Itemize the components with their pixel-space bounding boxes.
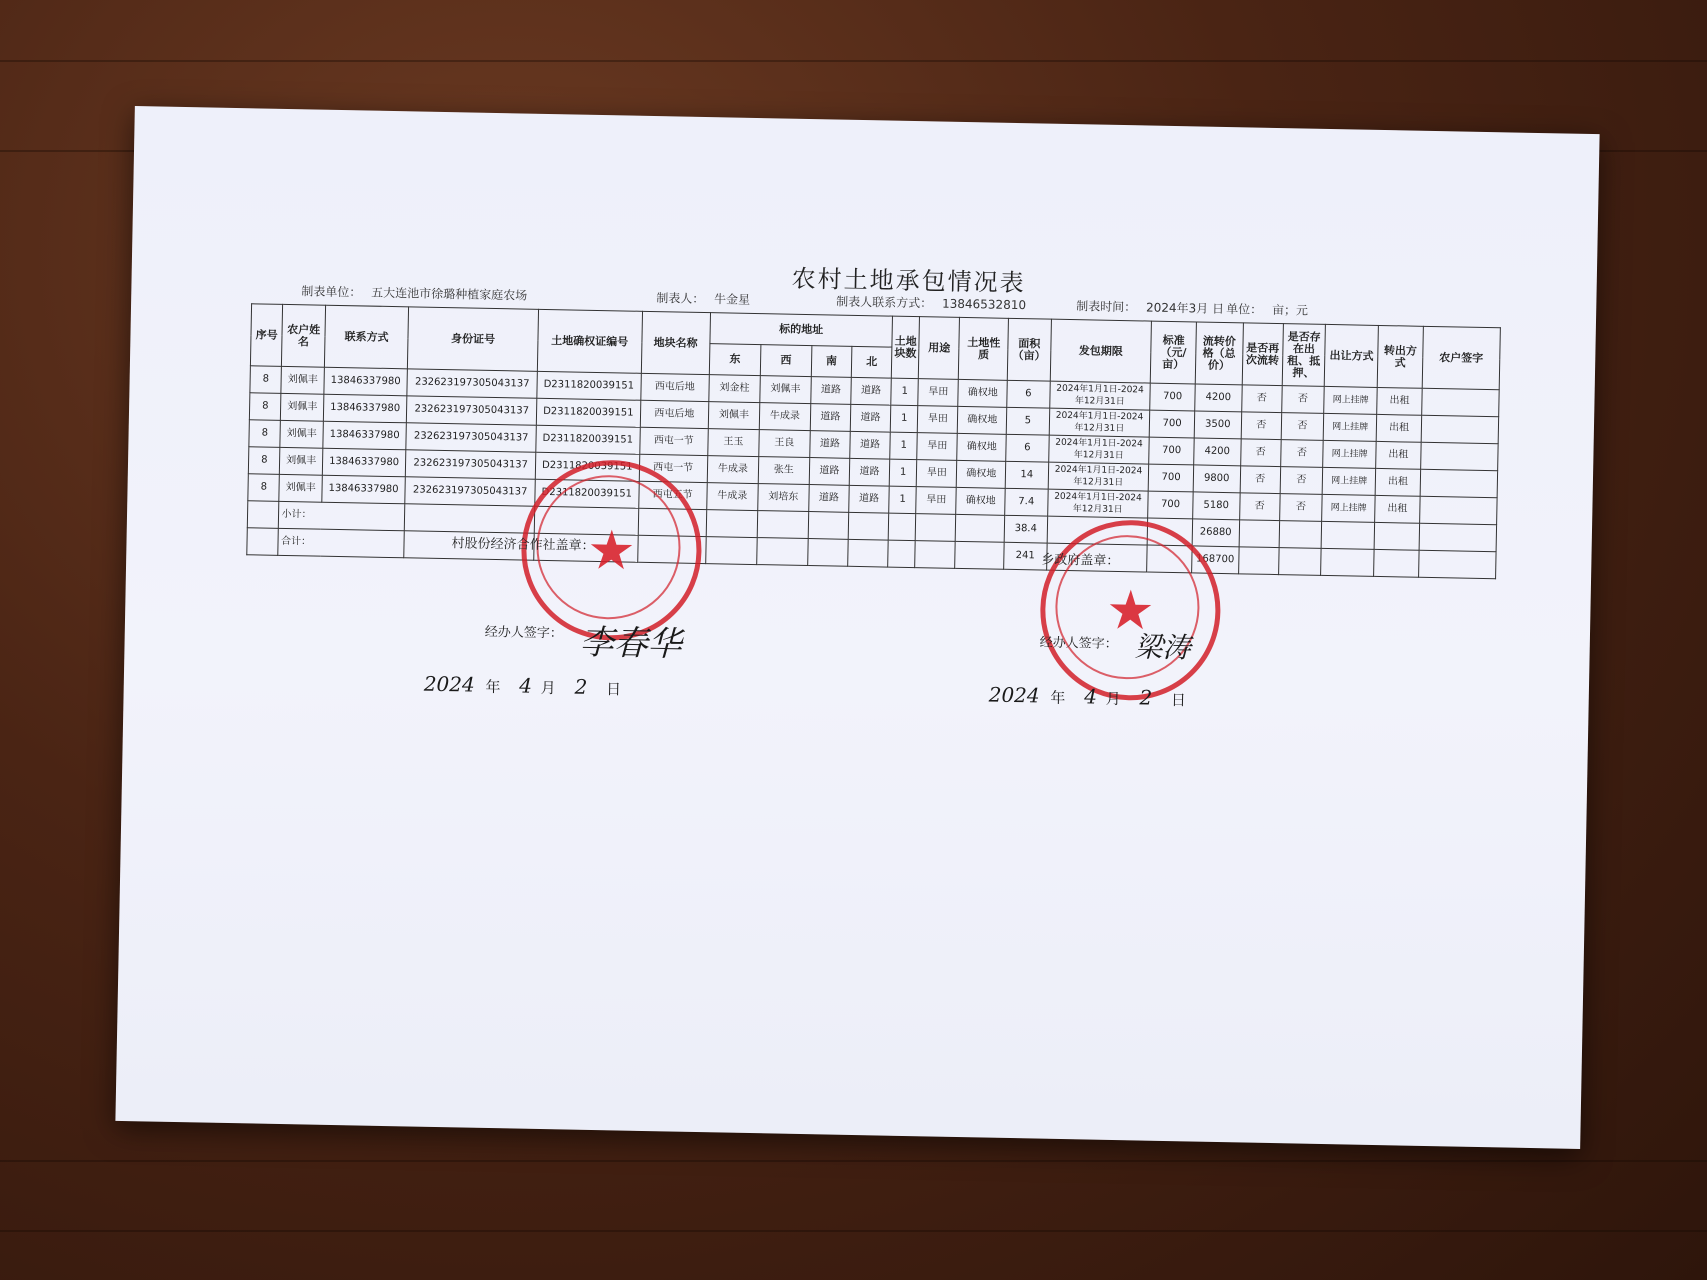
cell-period: 2024年1月1日-2024年12月31日 bbox=[1048, 435, 1149, 464]
table-cell bbox=[808, 512, 849, 540]
header-use: 用途 bbox=[919, 317, 960, 380]
cell-period: 2024年1月1日-2024年12月31日 bbox=[1047, 489, 1148, 518]
town-seal-label: 乡政府盖章： bbox=[1041, 552, 1120, 570]
cell-out: 出租 bbox=[1375, 468, 1420, 496]
measure-value: 亩；元 bbox=[1271, 302, 1309, 318]
cell-mortgage: 否 bbox=[1279, 494, 1322, 522]
table-cell bbox=[1321, 548, 1375, 576]
cell-price: 3500 bbox=[1194, 411, 1241, 439]
cell-name: 刘佩丰 bbox=[281, 366, 324, 394]
document-sheet bbox=[115, 106, 1599, 1149]
header-plot: 地块名称 bbox=[641, 311, 711, 374]
coop-seal-label: 村股份经济合作社盖章： bbox=[451, 536, 595, 554]
cell-sign bbox=[1421, 415, 1499, 443]
cell-out: 出租 bbox=[1375, 495, 1420, 523]
cell-count: 1 bbox=[889, 459, 917, 487]
maker-value: 牛金星 bbox=[713, 292, 751, 307]
cell-reflow: 否 bbox=[1239, 493, 1280, 521]
cell-reflow: 否 bbox=[1241, 412, 1282, 440]
header-mortgage: 是否存在出租、抵押、 bbox=[1282, 324, 1325, 387]
cell-nature: 确权地 bbox=[958, 379, 1007, 407]
cell-cert: D2311820039151 bbox=[537, 371, 641, 400]
header-method: 出让方式 bbox=[1324, 324, 1378, 387]
table-body bbox=[248, 366, 1499, 525]
cell-seq: 8 bbox=[250, 366, 282, 394]
header-south: 南 bbox=[811, 346, 852, 378]
cell-plot: 西屯一节 bbox=[639, 427, 708, 455]
header-name: 农户姓名 bbox=[282, 304, 325, 367]
cell-out: 出租 bbox=[1376, 441, 1421, 469]
header-period: 发包期限 bbox=[1050, 319, 1152, 383]
day-char: 日 bbox=[1170, 691, 1187, 710]
cell-area: 6 bbox=[1007, 380, 1050, 408]
cell-out: 出租 bbox=[1377, 387, 1422, 415]
cell-east: 王玉 bbox=[708, 429, 759, 457]
table-cell bbox=[1238, 547, 1279, 575]
contact-line bbox=[836, 293, 1032, 314]
cell-cert: D2311820039151 bbox=[536, 398, 640, 427]
seal-star-icon: ★ bbox=[1105, 578, 1156, 643]
cell-use: 旱田 bbox=[918, 379, 959, 407]
header-id: 身份证号 bbox=[408, 307, 539, 371]
cell-method: 网上挂牌 bbox=[1322, 467, 1376, 495]
cell-phone: 13846337980 bbox=[323, 421, 407, 450]
cell-nature: 确权地 bbox=[957, 433, 1006, 461]
cell-use: 旱田 bbox=[917, 406, 958, 434]
cell-reflow: 否 bbox=[1240, 466, 1281, 494]
date-value: 2024年3月 日 bbox=[1145, 300, 1225, 316]
cell-mortgage: 否 bbox=[1282, 386, 1325, 414]
total-area: 241 bbox=[1004, 542, 1047, 570]
cell-sign bbox=[1420, 442, 1498, 470]
left-date-day: 2 bbox=[574, 674, 588, 699]
agent-label-left: 经办人签字： bbox=[484, 624, 563, 642]
cell-name: 刘佩丰 bbox=[280, 447, 323, 475]
header-count: 土地块数 bbox=[891, 316, 919, 379]
unit-value: 五大连池市徐璐种植家庭农场 bbox=[371, 285, 528, 303]
cell-count: 1 bbox=[889, 486, 917, 514]
cell-method: 网上挂牌 bbox=[1323, 440, 1377, 468]
cell-south: 道路 bbox=[810, 404, 851, 432]
cell-period: 2024年1月1日-2024年12月31日 bbox=[1048, 462, 1149, 491]
subtotal-label: 小计： bbox=[279, 501, 405, 530]
cell-price: 4200 bbox=[1194, 438, 1241, 466]
table-cell bbox=[848, 539, 889, 567]
cell-name: 刘佩丰 bbox=[281, 393, 324, 421]
header-sign: 农户签字 bbox=[1422, 326, 1500, 389]
table-cell bbox=[1278, 548, 1321, 576]
cell-area: 6 bbox=[1006, 434, 1049, 462]
cell-east: 牛成录 bbox=[707, 456, 758, 484]
right-signature: 梁涛 bbox=[1134, 630, 1192, 665]
cell-name: 刘佩丰 bbox=[279, 474, 322, 502]
cell-north: 道路 bbox=[851, 377, 892, 405]
maker-label: 制表人： bbox=[656, 291, 705, 306]
cell-seq: 8 bbox=[249, 420, 281, 448]
cell-seq: 8 bbox=[248, 474, 280, 502]
left-date-month: 4 bbox=[519, 673, 533, 698]
cell-id: 232623197305043137 bbox=[406, 450, 536, 479]
date-line bbox=[1076, 297, 1230, 317]
month-char: 月 bbox=[540, 678, 556, 698]
table-cell bbox=[888, 540, 916, 568]
total-price: 168700 bbox=[1191, 546, 1238, 574]
cell-period: 2024年1月1日-2024年12月31日 bbox=[1049, 408, 1150, 437]
header-std: 标准（元/亩） bbox=[1151, 321, 1197, 384]
cell-south: 道路 bbox=[809, 458, 850, 486]
table-cell bbox=[405, 504, 535, 533]
document-title: 农村土地承包情况表 bbox=[791, 264, 1026, 298]
year-char: 年 bbox=[485, 677, 501, 697]
cell-count: 1 bbox=[891, 378, 919, 406]
table-cell bbox=[1374, 522, 1419, 550]
cell-method: 网上挂牌 bbox=[1324, 386, 1378, 414]
cell-phone: 13846337980 bbox=[323, 394, 407, 423]
day-char: 日 bbox=[605, 680, 622, 699]
cell-std: 700 bbox=[1148, 491, 1193, 519]
cell-west: 刘佩丰 bbox=[760, 376, 811, 404]
cell-nature: 确权地 bbox=[958, 406, 1007, 434]
header-boundary: 标的地址 bbox=[710, 313, 893, 347]
cell-seq: 8 bbox=[248, 447, 280, 475]
cell-sign bbox=[1421, 388, 1499, 416]
header-east: 东 bbox=[709, 344, 761, 376]
total-label: 合计： bbox=[278, 528, 404, 557]
cell-out: 出租 bbox=[1376, 414, 1421, 442]
cell-price: 5180 bbox=[1193, 492, 1240, 520]
cell-phone: 13846337980 bbox=[322, 448, 406, 477]
left-date-year: 2024 bbox=[423, 671, 475, 697]
cell-east: 牛成录 bbox=[707, 483, 758, 511]
cell-mortgage: 否 bbox=[1281, 413, 1324, 441]
header-phone: 联系方式 bbox=[324, 305, 409, 369]
cell-name: 刘佩丰 bbox=[280, 420, 323, 448]
table-cell bbox=[757, 538, 808, 566]
cell-std: 700 bbox=[1149, 464, 1194, 492]
header-price: 流转价格（总价） bbox=[1195, 322, 1243, 385]
header-cert: 土地确权证编号 bbox=[537, 309, 642, 373]
table-cell bbox=[1279, 521, 1322, 549]
cell-area: 7.4 bbox=[1005, 488, 1048, 516]
cell-north: 道路 bbox=[850, 404, 891, 432]
table-cell bbox=[1418, 550, 1496, 578]
cell-method: 网上挂牌 bbox=[1322, 494, 1376, 522]
table-cell bbox=[808, 539, 849, 567]
agent-label-right: 经办人签字： bbox=[1039, 635, 1118, 652]
header-nature: 土地性质 bbox=[959, 317, 1009, 380]
header-reflow: 是否再次流转 bbox=[1242, 323, 1283, 386]
cell-cert: D2311820039151 bbox=[535, 479, 639, 508]
header-west: 西 bbox=[760, 345, 812, 377]
cell-plot: 西屯后地 bbox=[640, 373, 709, 401]
right-date-day: 2 bbox=[1139, 685, 1153, 710]
cell-sign bbox=[1420, 469, 1498, 497]
cell-plot: 西屯五节 bbox=[638, 481, 707, 509]
right-date-month: 4 bbox=[1083, 684, 1098, 709]
cell-south: 道路 bbox=[811, 377, 852, 405]
cell-std: 700 bbox=[1150, 410, 1195, 438]
right-date bbox=[989, 683, 1187, 711]
table-cell bbox=[848, 512, 889, 540]
cell-id: 232623197305043137 bbox=[407, 396, 537, 425]
cell-method: 网上挂牌 bbox=[1323, 413, 1377, 441]
unit-line bbox=[301, 282, 533, 303]
cell-use: 旱田 bbox=[916, 460, 957, 488]
cell-reflow: 否 bbox=[1240, 439, 1281, 467]
table-cell bbox=[956, 514, 1005, 542]
measure-label: 单位： bbox=[1226, 302, 1263, 317]
cell-price: 4200 bbox=[1195, 384, 1242, 412]
cell-count: 1 bbox=[890, 432, 918, 460]
measure-line bbox=[1226, 300, 1314, 319]
cell-std: 700 bbox=[1149, 437, 1194, 465]
header-seq: 序号 bbox=[250, 304, 283, 367]
cell-phone: 13846337980 bbox=[322, 475, 406, 504]
table-cell bbox=[915, 541, 956, 569]
table-cell bbox=[915, 514, 956, 542]
cell-west: 牛成录 bbox=[759, 403, 810, 431]
cell-nature: 确权地 bbox=[956, 487, 1005, 515]
cell-west: 王良 bbox=[759, 430, 810, 458]
cell-id: 232623197305043137 bbox=[407, 369, 537, 398]
right-date-year: 2024 bbox=[988, 682, 1040, 708]
cell-seq: 8 bbox=[249, 393, 281, 421]
maker-line bbox=[656, 289, 756, 308]
table-cell bbox=[1239, 520, 1280, 548]
cell-reflow: 否 bbox=[1241, 385, 1282, 413]
cell-south: 道路 bbox=[809, 485, 850, 513]
contact-value: 13846532810 bbox=[941, 296, 1027, 313]
cell-north: 道路 bbox=[849, 485, 890, 513]
table-cell bbox=[706, 510, 757, 538]
cell-count: 1 bbox=[890, 405, 918, 433]
table-cell bbox=[247, 528, 279, 556]
cell-plot: 西屯一节 bbox=[639, 454, 708, 482]
cell-id: 232623197305043137 bbox=[406, 423, 536, 452]
cell-area: 5 bbox=[1006, 407, 1049, 435]
cell-price: 9800 bbox=[1193, 465, 1240, 493]
cell-south: 道路 bbox=[810, 431, 851, 459]
contact-label: 制表人联系方式： bbox=[836, 294, 933, 311]
cell-use: 旱田 bbox=[917, 433, 958, 461]
table-cell bbox=[1374, 549, 1419, 577]
cell-use: 旱田 bbox=[916, 487, 957, 515]
cell-east: 刘佩丰 bbox=[708, 402, 759, 430]
cell-east: 刘金柱 bbox=[709, 375, 760, 403]
left-signature: 李春华 bbox=[579, 622, 683, 665]
cell-north: 道路 bbox=[850, 431, 891, 459]
table-cell bbox=[706, 537, 757, 565]
cell-mortgage: 否 bbox=[1280, 467, 1323, 495]
header-area: 面积（亩） bbox=[1007, 318, 1050, 381]
unit-label: 制表单位： bbox=[301, 284, 362, 300]
cell-std: 700 bbox=[1150, 383, 1195, 411]
year-char: 年 bbox=[1050, 688, 1066, 708]
cell-area: 14 bbox=[1005, 461, 1048, 489]
month-char: 月 bbox=[1105, 689, 1121, 709]
cell-west: 刘培东 bbox=[758, 484, 809, 512]
cell-plot: 西屯后地 bbox=[640, 400, 709, 428]
subtotal-area: 38.4 bbox=[1004, 515, 1047, 543]
cell-id: 232623197305043137 bbox=[405, 477, 535, 506]
cell-west: 张生 bbox=[758, 457, 809, 485]
contract-table bbox=[246, 303, 1501, 579]
cell-period: 2024年1月1日-2024年12月31日 bbox=[1049, 381, 1150, 410]
cell-phone: 13846337980 bbox=[324, 367, 408, 396]
left-date bbox=[424, 672, 622, 700]
header-out: 转出方式 bbox=[1378, 325, 1424, 388]
table-cell bbox=[1321, 521, 1375, 549]
cell-nature: 确权地 bbox=[957, 460, 1006, 488]
date-label: 制表时间： bbox=[1076, 299, 1137, 315]
header-north: 北 bbox=[851, 346, 892, 378]
table-cell bbox=[247, 501, 279, 529]
cell-mortgage: 否 bbox=[1281, 440, 1324, 468]
table-cell bbox=[955, 541, 1004, 569]
table-cell bbox=[757, 511, 808, 539]
cell-cert: D2311820039151 bbox=[536, 425, 640, 454]
table-cell bbox=[1419, 523, 1497, 551]
seal-star-icon: ★ bbox=[586, 518, 637, 583]
cell-sign bbox=[1419, 496, 1497, 524]
subtotal-price: 26880 bbox=[1192, 519, 1239, 547]
cell-north: 道路 bbox=[849, 458, 890, 486]
table-cell bbox=[888, 513, 916, 541]
cell-cert: D2311820039151 bbox=[535, 452, 639, 481]
